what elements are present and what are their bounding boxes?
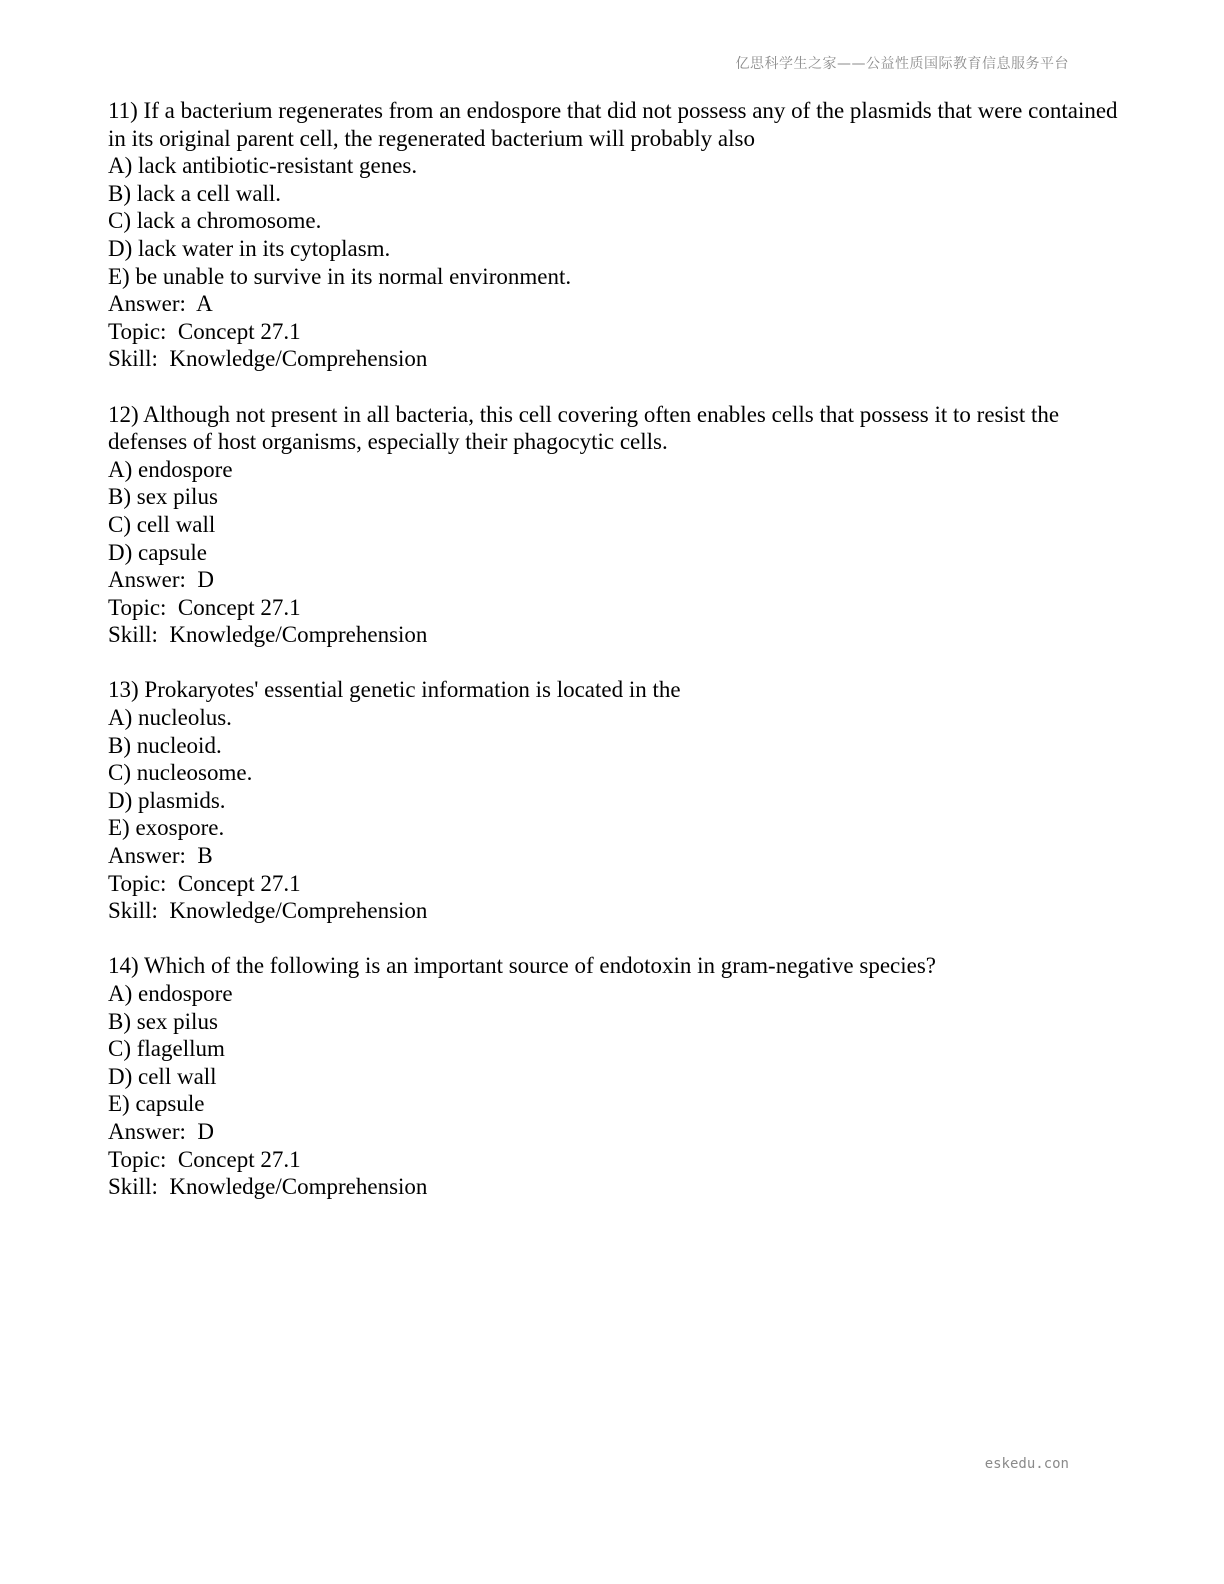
option-d: D) plasmids. [108, 787, 226, 813]
topic-line: Topic: Concept 27.1 [108, 870, 301, 896]
option-a: A) endospore [108, 981, 233, 1006]
option-a: A) endospore [108, 456, 233, 482]
question-list [108, 97, 1124, 1228]
topic-line: Topic: Concept 27.1 [108, 318, 301, 344]
option-d: D) cell wall [108, 1063, 217, 1089]
option-b: B) sex pilus [108, 484, 218, 510]
skill-line: Skill: Knowledge/Comprehension [108, 622, 428, 648]
option-d: D) lack water in its cytoplasm. [108, 235, 391, 261]
answer-line: Answer: D [108, 567, 215, 593]
question-12 [108, 401, 1118, 649]
option-b: B) sex pilus [108, 1008, 218, 1034]
option-a: A) lack antibiotic-resistant genes. [108, 153, 418, 179]
header-watermark: 亿思科学生之家——公益性质国际教育信息服务平台 [735, 56, 1069, 72]
topic-line: Topic: Concept 27.1 [108, 1146, 301, 1172]
option-c: C) lack a chromosome. [108, 208, 322, 234]
question-stem: 13) Prokaryotes' essential genetic information is located in the [108, 677, 681, 703]
skill-line: Skill: Knowledge/Comprehension [108, 1174, 428, 1200]
footer-site: eskedu.con [984, 1456, 1069, 1472]
option-e: E) be unable to survive in its normal environment. [108, 263, 572, 289]
option-a: A) nucleolus. [108, 705, 232, 731]
option-e: E) capsule [108, 1091, 205, 1117]
question-14 [108, 952, 1118, 1200]
option-c: C) nucleosome. [108, 760, 253, 786]
question-stem: 12) Although not present in all bacteria, this cell covering often enables cells that possess it to resist the defenses of host organisms, especially their phagocytic cells. [108, 401, 1065, 455]
option-e: E) exospore. [108, 815, 225, 841]
skill-line: Skill: Knowledge/Comprehension [108, 346, 428, 372]
option-c: C) flagellum [108, 1036, 225, 1062]
option-d: D) capsule [108, 539, 207, 565]
option-b: B) lack a cell wall. [108, 180, 282, 206]
answer-line: Answer: B [108, 843, 213, 869]
option-c: C) cell wall [108, 511, 216, 537]
option-b: B) nucleoid. [108, 732, 222, 758]
skill-line: Skill: Knowledge/Comprehension [108, 898, 428, 924]
answer-line: Answer: A [108, 291, 213, 317]
topic-line: Topic: Concept 27.1 [108, 594, 301, 620]
question-11 [108, 97, 1124, 373]
question-stem: 11) If a bacterium regenerates from an endospore that did not possess any of the plasmids that were contained in its original parent cell, the regenerated bacterium will probably also [108, 98, 1124, 151]
question-13 [108, 676, 1118, 924]
answer-line: Answer: D [108, 1118, 215, 1144]
question-stem: 14) Which of the following is an important source of endotoxin in gram-negative species? [108, 953, 936, 979]
